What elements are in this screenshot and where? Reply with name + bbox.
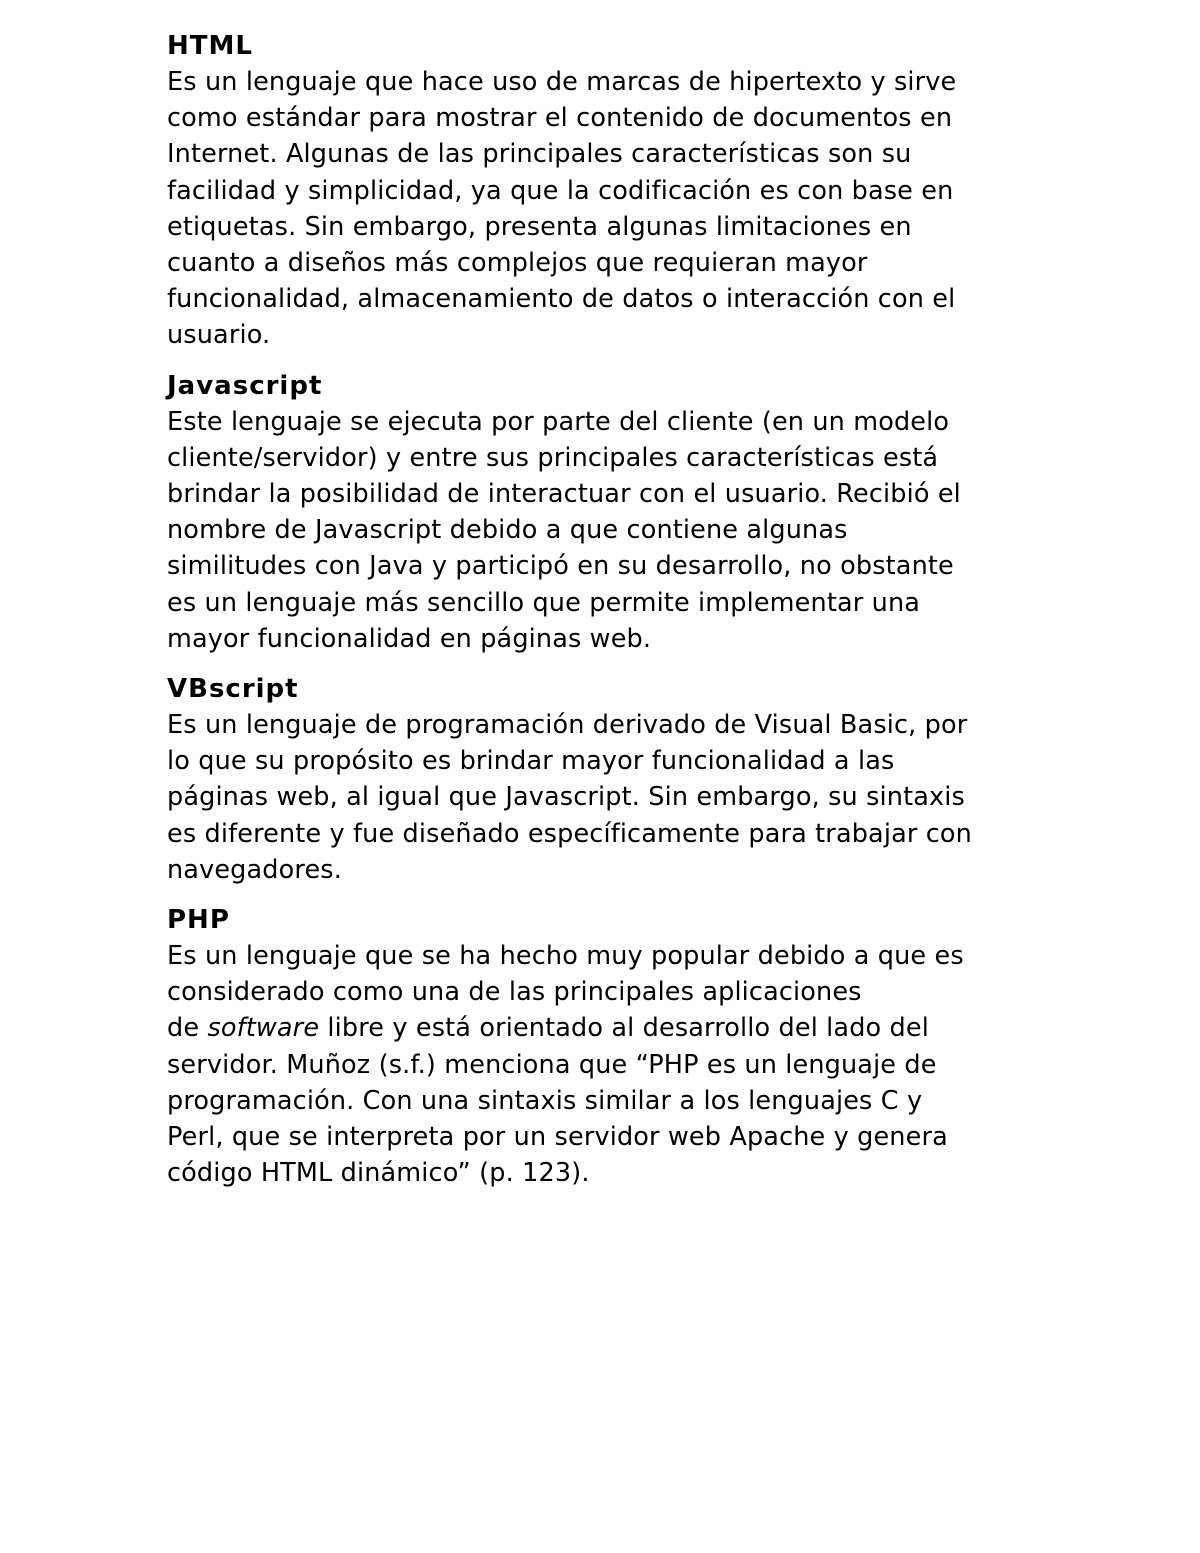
text-line: Es un lenguaje que hace uso de marcas de hipertexto y sirve xyxy=(167,67,957,97)
text-fragment: de xyxy=(167,1013,208,1044)
text-line: es un lenguaje más sencillo que permite implementar una xyxy=(167,587,921,618)
text-line: Perl, que se interpreta por un servidor web Apache y genera xyxy=(167,1122,948,1153)
section-heading: HTML xyxy=(167,31,253,61)
text-line: es diferente y fue diseñado específicamente para trabajar con xyxy=(167,818,972,849)
text-line-mixed xyxy=(167,1010,1047,1046)
document-page xyxy=(167,28,1047,1205)
text-line: código HTML dinámico” (p. 123). xyxy=(167,1158,590,1189)
text-line: cliente/servidor) y entre sus principales características está xyxy=(167,442,939,473)
text-line: Este lenguaje se ejecuta por parte del cliente (en un modelo xyxy=(167,406,950,437)
section-php xyxy=(167,902,1047,1191)
text-line: Es un lenguaje de programación derivado de Visual Basic, por xyxy=(167,710,968,741)
section-body xyxy=(167,938,1047,1191)
section-html xyxy=(167,28,1047,354)
text-line: etiquetas. Sin embargo, presenta algunas limitaciones en xyxy=(167,211,912,242)
text-line: cuanto a diseños más complejos que requieran mayor xyxy=(167,248,868,279)
text-fragment: libre y está orientado al desarrollo del lado del xyxy=(319,1013,929,1044)
section-body xyxy=(167,707,1047,888)
section-body xyxy=(167,64,1047,354)
text-line: mayor funcionalidad en páginas web. xyxy=(167,623,652,654)
text-line: usuario. xyxy=(167,320,271,351)
text-line: Es un lenguaje que se ha hecho muy popular debido a que es xyxy=(167,941,964,972)
section-vbscript xyxy=(167,671,1047,888)
text-line: brindar la posibilidad de interactuar con el usuario. Recibió el xyxy=(167,479,961,510)
text-line: nombre de Javascript debido a que contiene algunas xyxy=(167,515,848,546)
text-line: páginas web, al igual que Javascript. Sin embargo, su sintaxis xyxy=(167,782,965,813)
italic-term: software xyxy=(207,1013,320,1044)
text-line: funcionalidad, almacenamiento de datos o interacción con el xyxy=(167,284,956,315)
section-heading: VBscript xyxy=(167,674,299,705)
section-javascript xyxy=(167,368,1047,657)
text-line: programación. Con una sintaxis similar a los lenguajes C y xyxy=(167,1085,923,1116)
text-line: similitudes con Java y participó en su desarrollo, no obstante xyxy=(167,551,954,582)
text-line: como estándar para mostrar el contenido de documentos en xyxy=(167,103,953,134)
text-line: navegadores. xyxy=(167,854,342,885)
section-body xyxy=(167,404,1047,657)
text-line: servidor. Muñoz (s.f.) menciona que “PHP es un lenguaje de xyxy=(167,1049,937,1080)
text-line: Internet. Algunas de las principales características son su xyxy=(167,139,912,170)
section-heading: PHP xyxy=(167,905,230,936)
section-heading: Javascript xyxy=(167,370,323,401)
text-line: facilidad y simplicidad, ya que la codificación es con base en xyxy=(167,175,954,206)
text-line: considerado como una de las principales aplicaciones xyxy=(167,977,862,1008)
text-line: lo que su propósito es brindar mayor funcionalidad a las xyxy=(167,746,895,777)
